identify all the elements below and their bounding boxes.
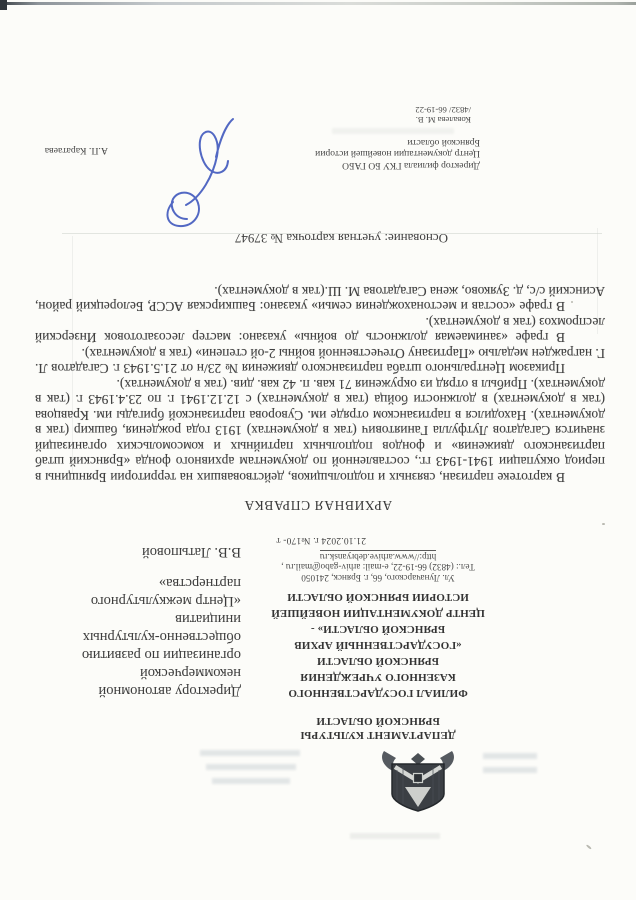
addressee-line: Директору автономной — [98, 683, 241, 699]
addressee-line: партнерства» — [158, 575, 241, 591]
organization-name-line: «ГОСУДАРСТВЕННЫЙ АРХИВ — [294, 639, 462, 651]
executor-name: Ковалева М. В. — [415, 115, 471, 125]
executor-phone: /4832/ 66-19-22 — [415, 105, 471, 116]
signer-name: А.П. Каратаева — [44, 145, 108, 156]
organization-name-line: БРЯНСКОЙ ОБЛАСТИ — [316, 655, 440, 667]
body-paragraph: В графе «занимаемая должность до войны» указано: мастер лесозаготовок Инзерский леспромхоз (так в документах). — [35, 315, 605, 346]
addressee-line: организации по развитию — [81, 647, 241, 663]
addressee-line: «Центр межкультурного — [90, 593, 241, 609]
addressee-line: инициатив — [175, 611, 241, 627]
letterhead-block — [265, 550, 491, 742]
handwritten-signature — [153, 112, 261, 232]
document-body — [35, 284, 605, 486]
body-paragraph: В графе «состав и местонахождения семьи» указано: Башкирская АССР, Белорецкий район, Асинский с/с, д. Зуяково, жена Сагадатова М. Ш.(так в документах). — [35, 284, 605, 315]
organization-name-line: ФИЛИАЛ ГОСУДАРСТВЕННОГО — [288, 687, 468, 699]
reference-number-line: 21.10.2024 г. №170- т — [276, 535, 366, 545]
addressee-name: В.В. Латыповой — [142, 544, 241, 560]
postal-address: Ул. Луначарского, 66, г. Брянск, 241050 — [301, 573, 455, 583]
signer-position-line: Брянской области — [407, 137, 480, 148]
organization-name-line: ЦЕНТР ДОКУМЕНТАЦИИ НОВЕЙШЕЙ — [271, 607, 485, 619]
addressee-line: общественно-культурных — [82, 629, 241, 645]
basis-line: Основание: учетная карточка № 37947 — [234, 231, 448, 246]
department-line: БРЯНСКОЙ ОБЛАСТИ — [316, 715, 440, 727]
addressee-line: некоммерческой — [140, 665, 241, 681]
organization-name-line: КАЗЕННОГО УЧРЕЖДЕНИЯ — [300, 671, 456, 683]
addressee-block — [16, 543, 241, 700]
organization-name-line: БРЯНСКОЙ ОБЛАСТИ» - — [310, 623, 446, 635]
signer-position-block — [315, 137, 480, 172]
signer-position-line: Центр документации новейшей истории — [315, 148, 480, 160]
signer-position-line: Директор филиала ГКУ БО ГАБО — [342, 160, 480, 171]
executor-block — [415, 105, 471, 124]
body-paragraph: В картотеке партизан, связных и подпольщиков, действовавших на территории Брянщины в период оккупации 1941-1943 гг., составленной по документам архивного фонда «Брянский штаб партизанского движения» и фондов подпольных партийных и комсомольских организаций значится Сагадатов Лутфулла Ганиятович (так в документах) 1913 года рождения, башкир (так в документах). Находился в партизанском отряде им. Суворова партизанской бригады им. Кравцова (так в документах) в должности бойца (так в документах) с 12.12.1941 г. по 23.4.1943 г. (так в документах). Прибыл в отряд из окружения 71 кав. п. 42 кав. див. (так в документах). — [35, 377, 605, 485]
department-line: ДЕПАРТАМЕНТ КУЛЬТУРЫ — [300, 729, 456, 741]
organization-name-line: ИСТОРИИ БРЯНСКОЙ ОБЛАСТИ — [287, 591, 469, 603]
phone-email: Тел.: (4832) 66-19-22, e-mail: arhiv-gabo@mail.ru , — [281, 562, 475, 573]
document-title: АРХИВНАЯ СПРАВКА — [243, 498, 393, 513]
body-paragraph: Приказом Центрального штаба партизанского движения № 23/н от 21.5.1943 г. Сагадатов Л. Г. награжден медалью «Партизану Отечественной войны 2-ой степени» (так в документах). — [35, 346, 605, 377]
website-url: http://www.arhive.debryansk.ru — [319, 552, 437, 562]
